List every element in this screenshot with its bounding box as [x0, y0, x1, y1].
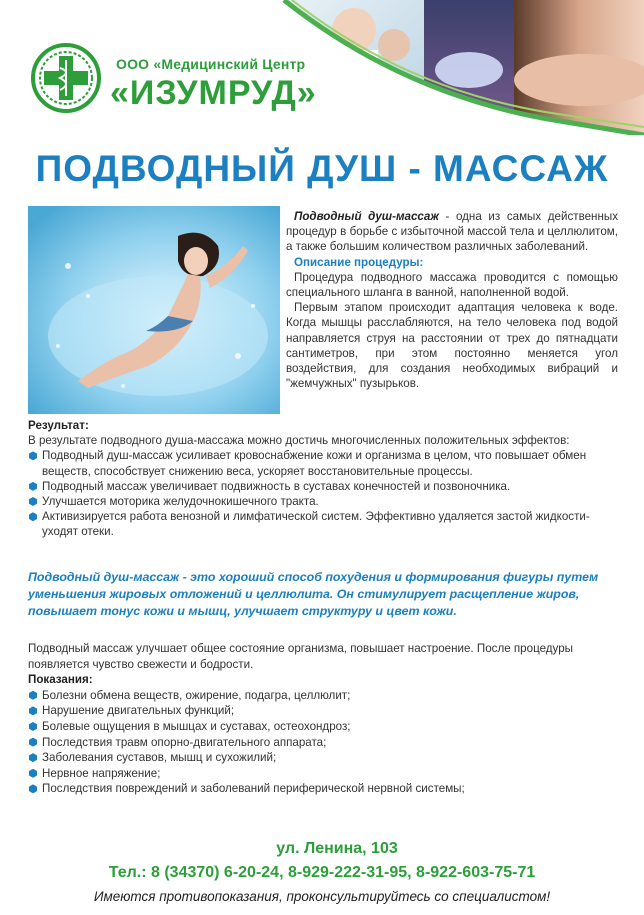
indications-section — [28, 641, 620, 797]
list-item: Последствия травм опорно-двигательного аппарата; — [28, 735, 620, 751]
procedure-paragraph-2: Первым этапом происходит адаптация человека к воде. Когда мышцы расслабляются, на тело человека под водой направляется струя на расстоянии от трех до пятнадцати сантиметров, при этом постоянно меняется угол воздействия, для создания необходимых вибраций и "жемчужных" пузырьков. — [286, 301, 618, 391]
intro-section — [286, 209, 618, 391]
page-title: ПОДВОДНЫЙ ДУШ - МАССАЖ — [35, 148, 609, 189]
phone-numbers: Тел.: 8 (34370) 6-20-24, 8-929-222-31-95, 8-922-603-75-71 — [108, 864, 536, 881]
address: ул. Ленина, 103 — [276, 840, 398, 857]
list-item: Улучшается моторика желудочнокишечного тракта. — [28, 494, 620, 509]
company-name-small: ООО «Медицинский Центр — [116, 56, 306, 72]
company-name: «ИЗУМРУД» — [110, 74, 317, 112]
procedure-heading: Описание процедуры: — [294, 255, 424, 269]
result-text: В результате подводного душа-массажа можно достичь многочисленных положительных эффектов: — [28, 434, 570, 448]
list-item: Заболевания суставов, мышц и сухожилий; — [28, 750, 620, 766]
indications-heading: Показания: — [28, 673, 93, 687]
result-list — [28, 448, 620, 539]
intro-lead-rest: - одна из самых действенных процедур в борьбе с избыточной массой тела и целлюлитом, а также большим количеством различных заболеваний. — [286, 210, 618, 254]
emphasis-paragraph: Подводный душ-массаж - это хороший способ похудения и формирования фигуры путем уменьшения жировых отложений и целлюлита. Он стимулирует расщепление жиров, повышает тонус кожи и мышц, улучшает структуру и цвет кожи. — [28, 570, 599, 618]
indications-list — [28, 688, 620, 797]
list-item: Болезни обмена веществ, ожирение, подагра, целлюлит; — [28, 688, 620, 704]
intro-paragraph — [286, 209, 618, 255]
logo — [30, 42, 102, 114]
list-item: Болевые ощущения в мышцах и суставах, остеохондроз; — [28, 719, 620, 735]
intro-lead: Подводный душ-массаж — [294, 210, 439, 223]
procedure-paragraph-1: Процедура подводного массажа проводится с помощью специального шланга в ванной, наполненной водой. — [286, 270, 618, 300]
list-item: Последствия повреждений и заболеваний периферической нервной системы; — [28, 781, 620, 797]
list-item: Подводный душ-массаж усиливает кровоснабжение кожи и организма в целом, что повышает обмен веществ, способствует снижению веса, ускоряет восстановительные процессы. — [28, 448, 620, 478]
result-section — [28, 418, 620, 540]
result-heading: Результат: — [28, 419, 89, 432]
list-item: Подводный массаж увеличивает подвижность в суставах конечностей и позвоночника. — [28, 479, 620, 494]
list-item: Нарушение двигательных функций; — [28, 703, 620, 719]
contraindications-warning: Имеются противопоказания, проконсультируйтесь со специалистом! — [93, 889, 551, 904]
general-text: Подводный массаж улучшает общее состояние организма, повышает настроение. После процедуры появляется чувство свежести и бодрости. — [28, 642, 573, 671]
list-item: Нервное напряжение; — [28, 766, 620, 782]
list-item: Активизируется работа венозной и лимфатической систем. Эффективно удаляется застой жидкости- уходят отеки. — [28, 509, 620, 539]
header — [0, 0, 644, 140]
massage-bath-photo — [28, 206, 280, 414]
